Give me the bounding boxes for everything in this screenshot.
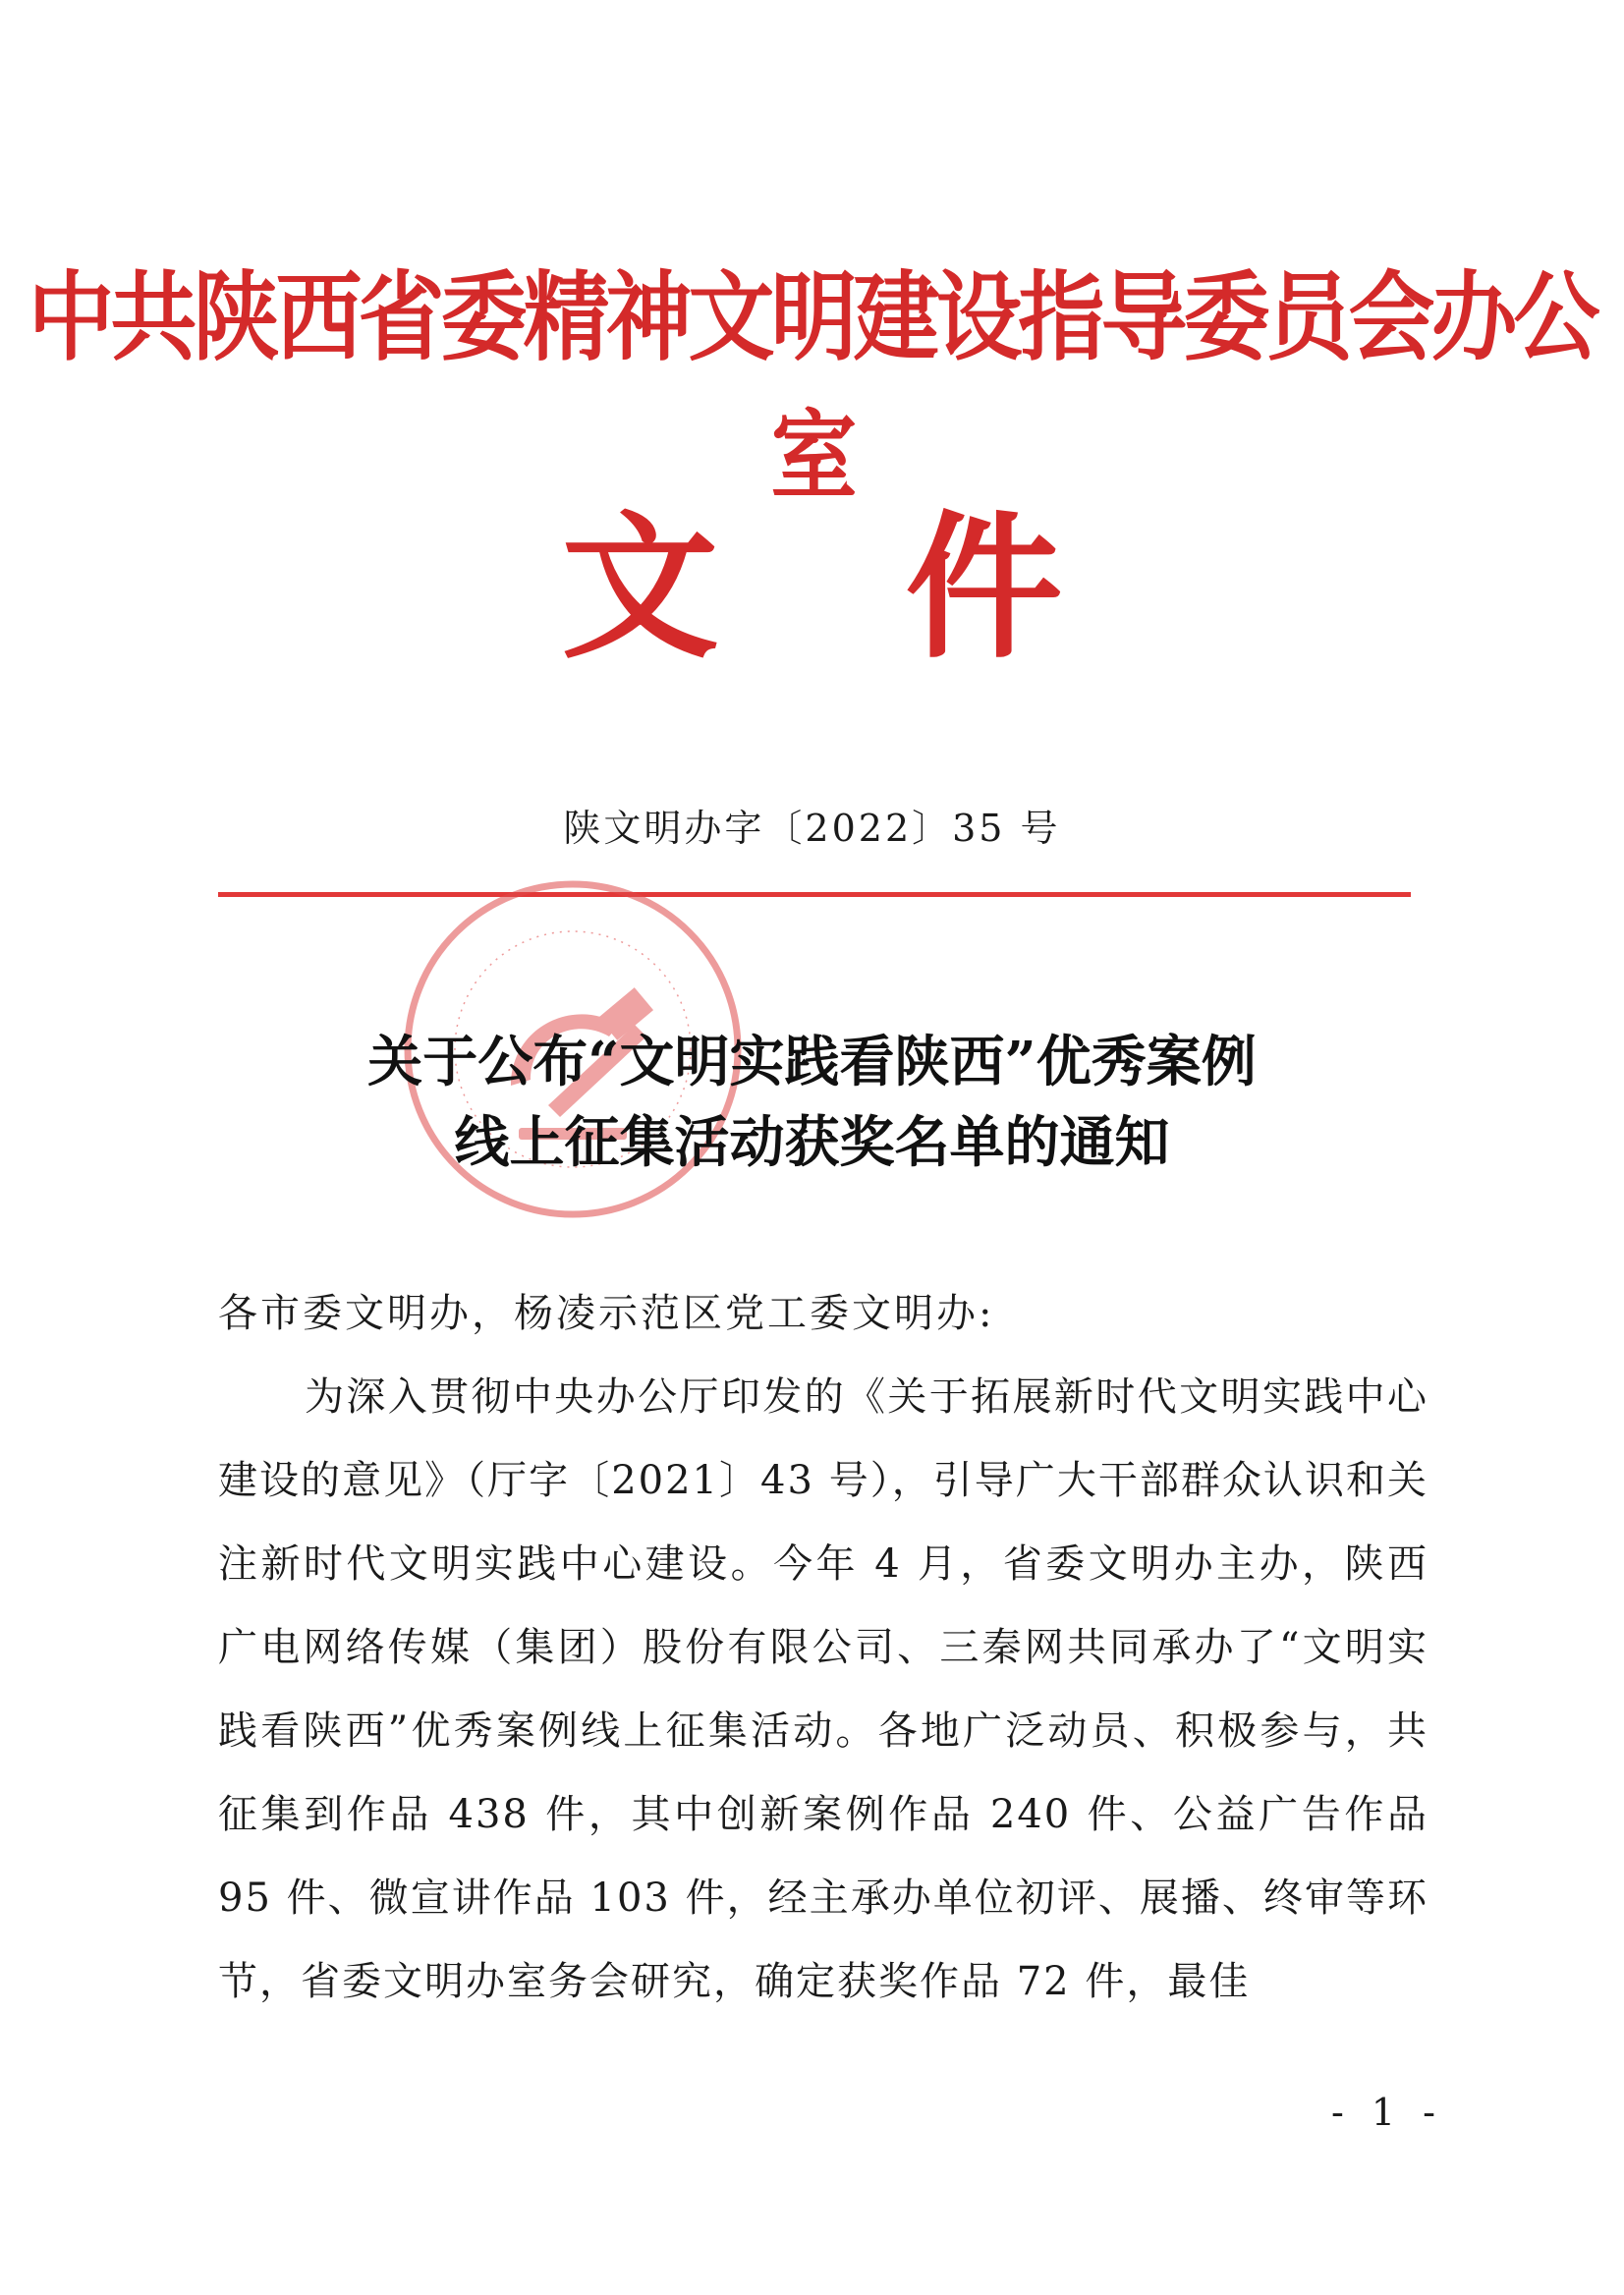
notice-title: [0, 1022, 1624, 1183]
title-line-1: 关于公布“文明实践看陕西”优秀案例: [367, 1030, 1257, 1094]
page-number: - 1 -: [1331, 2091, 1444, 2134]
document-type-heading: 文件: [561, 496, 1250, 680]
body-paragraph: 为深入贯彻中央办公厅印发的《关于拓展新时代文明实践中心建设的意见》（厅字〔2021〕43 号），引导广大干部群众认识和关注新时代文明实践中心建设。今年 4 月，省委文明办主办，陕西广电网络传媒（集团）股份有限公司、三秦网共同承办了“文明实践看陕西”优秀案例线上征集活动。各地广泛动员、积极参与，共征集到作品 438 件，其中创新案例作品 240 件、公益广告作品 95 件、微宣讲作品 103 件，经主承办单位初评、展播、终审等环节，省委文明办室务会研究，确定获奖作品 72 件，最佳: [218, 1374, 1428, 2004]
document-number: 陕文明办字〔2022〕35 号: [563, 807, 1061, 850]
issuer-heading: 中共陕西省委精神文明建设指导委员会办公室: [28, 260, 1596, 513]
salutation: 各市委文明办，杨凌示范区党工委文明办:: [218, 1291, 995, 1336]
title-line-2: 线上征集活动获奖名单的通知: [454, 1110, 1170, 1175]
red-divider-line: [218, 892, 1411, 897]
